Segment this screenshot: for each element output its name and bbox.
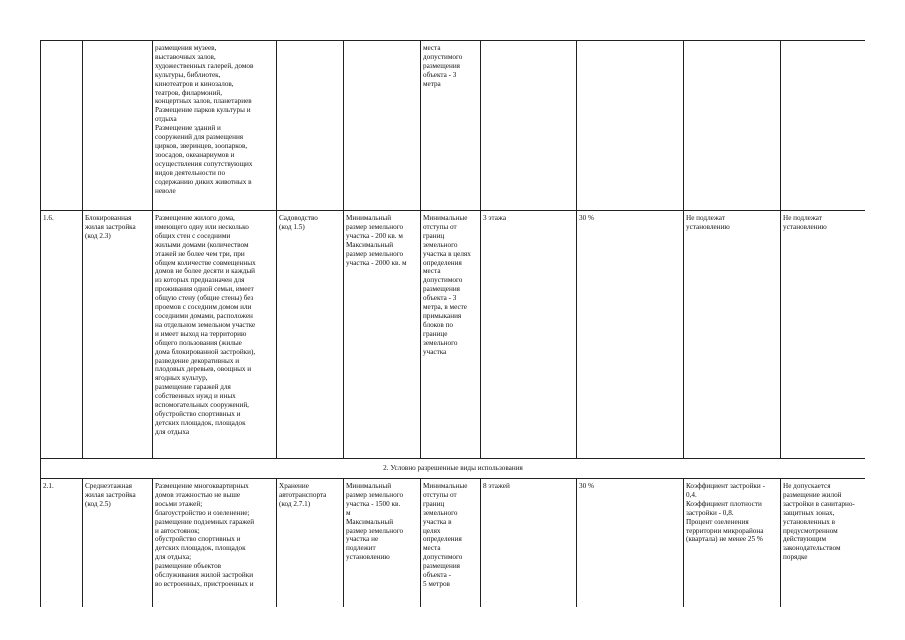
zoning-regulations-table [40, 40, 865, 607]
setback-cell: места допустимого размещения объекта - 3 метра [421, 41, 481, 211]
section-title: 2. Условно разрешенные виды использования [41, 459, 866, 479]
section-header-row [41, 459, 866, 479]
plot-size-cell: Минимальный размер земельного участка - 1500 кв. м Максимальный размер земельного участка не подлежит установлению [344, 479, 421, 608]
restrictions-cell: Не допускается размещение жилой застройки в санитарно- защитных зонах, установленных в предусмотренном действующим законодательством порядке [781, 479, 866, 608]
coverage-percent-cell: 30 % [577, 211, 684, 459]
coverage-percent-cell [577, 41, 684, 211]
other-parameters-cell: Не подлежат установлению [684, 211, 781, 459]
table-row [41, 211, 866, 459]
row-number-cell: 1.6. [41, 211, 83, 459]
document-page [40, 40, 865, 607]
coverage-percent-cell: 30 % [577, 479, 684, 608]
row-number-cell [41, 41, 83, 211]
use-type-cell: Блокированная жилая застройка (код 2.3) [83, 211, 153, 459]
other-parameters-cell: Коэффициент застройки - 0,4. Коэффициент плотности застройки - 0,8. Процент озеленения территории микрорайона (квартала) не менее 25 % [684, 479, 781, 608]
auxiliary-use-cell: Садоводство (код 1.5) [277, 211, 344, 459]
use-type-cell [83, 41, 153, 211]
plot-size-cell: Минимальный размер земельного участка - 200 кв. м Максимальный размер земельного участка - 2000 кв. м [344, 211, 421, 459]
restrictions-cell: Не подлежат установлению [781, 211, 866, 459]
table-row [41, 479, 866, 608]
use-type-cell: Среднеэтажная жилая застройка (код 2.5) [83, 479, 153, 608]
row-number-cell: 2.1. [41, 479, 83, 608]
plot-size-cell [344, 41, 421, 211]
use-description-cell: Размещение жилого дома, имеющего одну или несколько общих стен с соседними жилыми домами (количеством этажей не более чем три, при общем количестве совмещенных домов не более десяти и каждый из которых предназначен для проживания одной семьи, имеет общую стену (общие стены) без проемов с соседним домом или соседними домами, расположен на отдельном земельном участке и имеет выход на территорию общего пользования (жилые дома блокированной застройки), разведение декоративных и плодовых деревьев, овощных и ягодных культур, размещение гаражей для собственных нужд и иных вспомогательных сооружений, обустройство спортивных и детских площадок, площадок для отдыха [153, 211, 277, 459]
setback-cell: Минимальные отступы от границ земельного участка в целях определения места допустимого размещения объекта - 3 метра, в месте примыкания блоков по границе земельного участка [421, 211, 481, 459]
max-floors-cell [481, 41, 577, 211]
setback-cell: Минимальные отступы от границ земельного участка в целях определения места допустимого размещения объекта - 5 метров [421, 479, 481, 608]
use-description-cell: Размещение многоквартирных домов этажностью не выше восьми этажей; благоустройство и озеленение; размещение подземных гаражей и автостоянок; обустройство спортивных и детских площадок, площадок для отдыха; размещение объектов обслуживания жилой застройки во встроенных, пристроенных и [153, 479, 277, 608]
auxiliary-use-cell [277, 41, 344, 211]
table-row [41, 41, 866, 211]
max-floors-cell: 8 этажей [481, 479, 577, 608]
other-parameters-cell [684, 41, 781, 211]
restrictions-cell [781, 41, 866, 211]
use-description-cell: размещения музеев, выставочных залов, художественных галерей, домов культуры, библиотек, кинотеатров и кинозалов, театров, филармоний, концертных залов, планетариев Размещение парков культуры и отдыха Размещение зданий и сооружений для размещения цирков, зверинцев, зоопарков, зоосадов, океанариумов и осуществления сопутствующих видов деятельности по содержанию диких животных в неволе [153, 41, 277, 211]
auxiliary-use-cell: Хранение автотранспорта (код 2.7.1) [277, 479, 344, 608]
max-floors-cell: 3 этажа [481, 211, 577, 459]
